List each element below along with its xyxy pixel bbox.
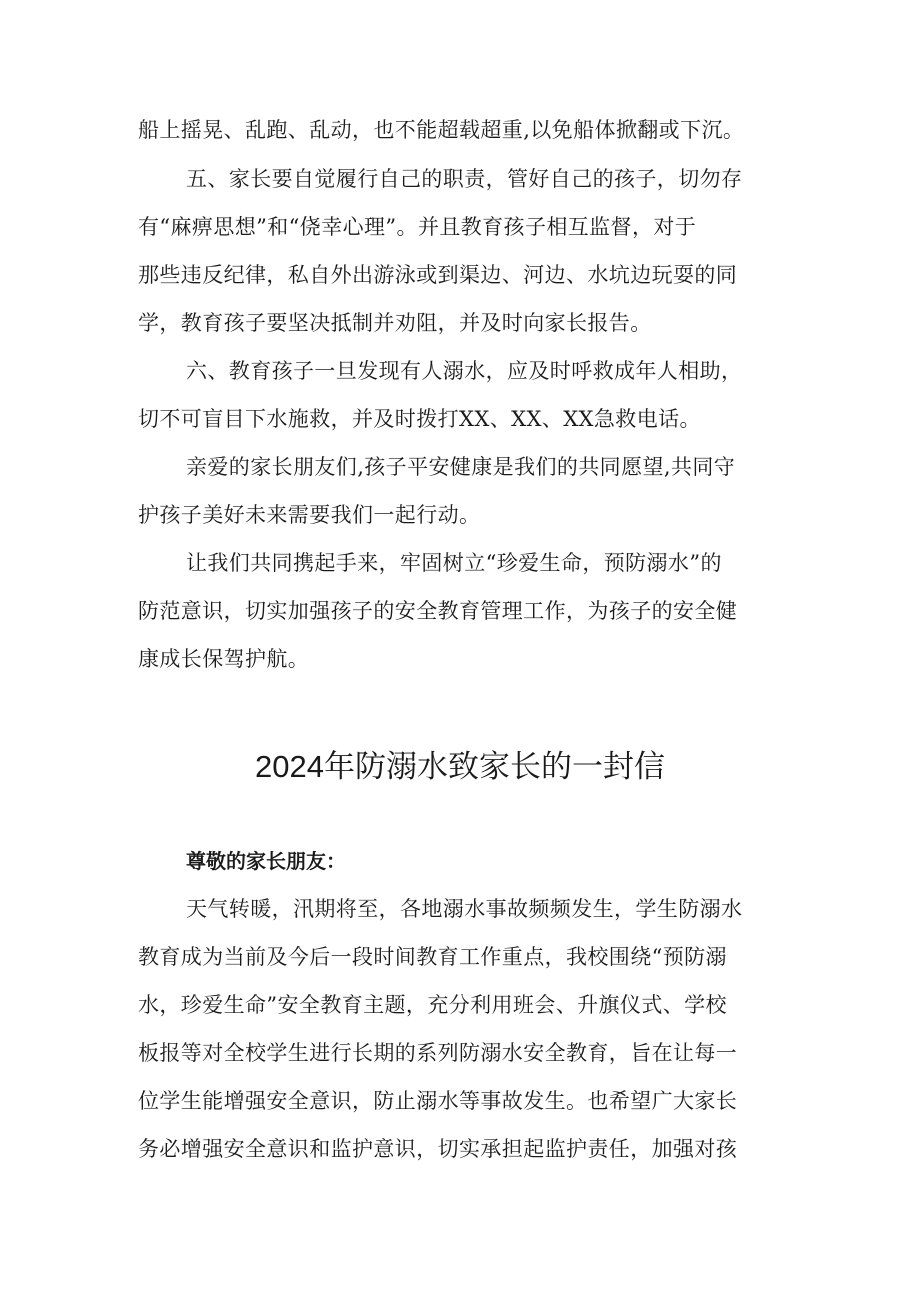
paragraph-line: 务必增强安全意识和监护意识，切实承担起监护责任，加强对孩 xyxy=(138,1137,738,1161)
paragraph-line: 板报等对全校学生进行长期的系列防溺水安全教育，旨在让每一 xyxy=(138,1041,738,1065)
paragraph-line: 让我们共同携起手来，牢固树立“珍爱生命，预防溺水”的 xyxy=(186,551,722,575)
letter-title: 2024年防溺水致家长的一封信 xyxy=(255,749,665,784)
paragraph-line: 位学生能增强安全意识，防止溺水等事故发生。也希望广大家长 xyxy=(138,1089,738,1113)
paragraph-line: 亲爱的家长朋友们,孩子平安健康是我们的共同愿望,共同守 xyxy=(186,455,736,479)
paragraph-line: 护孩子美好未来需要我们一起行动。 xyxy=(138,503,481,527)
salutation: 尊敬的家长朋友： xyxy=(186,849,346,873)
paragraph-line: 水，珍爱生命”安全教育主题，充分利用班会、升旗仪式、学校 xyxy=(138,993,727,1017)
paragraph-line: 教育成为当前及今后一段时间教育工作重点，我校围绕“预防溺 xyxy=(138,945,727,969)
paragraph-line: 康成长保驾护航。 xyxy=(138,647,310,671)
paragraph-line: 天气转暖，汛期将至，各地溺水事故频频发生，学生防溺水 xyxy=(186,897,743,921)
paragraph-line: 五、家长要自觉履行自己的职责，管好自己的孩子，切勿存 xyxy=(186,167,743,191)
paragraph-line: 学，教育孩子要坚决抵制并劝阻，并及时向家长报告。 xyxy=(138,311,652,335)
paragraph-line: 切不可盲目下水施救，并及时拨打XX、XX、XX急救电话。 xyxy=(138,407,701,431)
paragraph-line: 有“麻痹思想”和“侥幸心理”。并且教育孩子相互监督，对于 xyxy=(138,215,697,239)
paragraph-line: 六、教育孩子一旦发现有人溺水，应及时呼救成年人相助， xyxy=(186,359,743,383)
paragraph-line: 那些违反纪律，私自外出游泳或到渠边、河边、水坑边玩耍的同 xyxy=(138,263,738,287)
paragraph-line: 船上摇晃、乱跑、乱动，也不能超载超重,以免船体掀翻或下沉。 xyxy=(138,118,745,142)
paragraph-line: 防范意识，切实加强孩子的安全教育管理工作，为孩子的安全健 xyxy=(138,599,738,623)
